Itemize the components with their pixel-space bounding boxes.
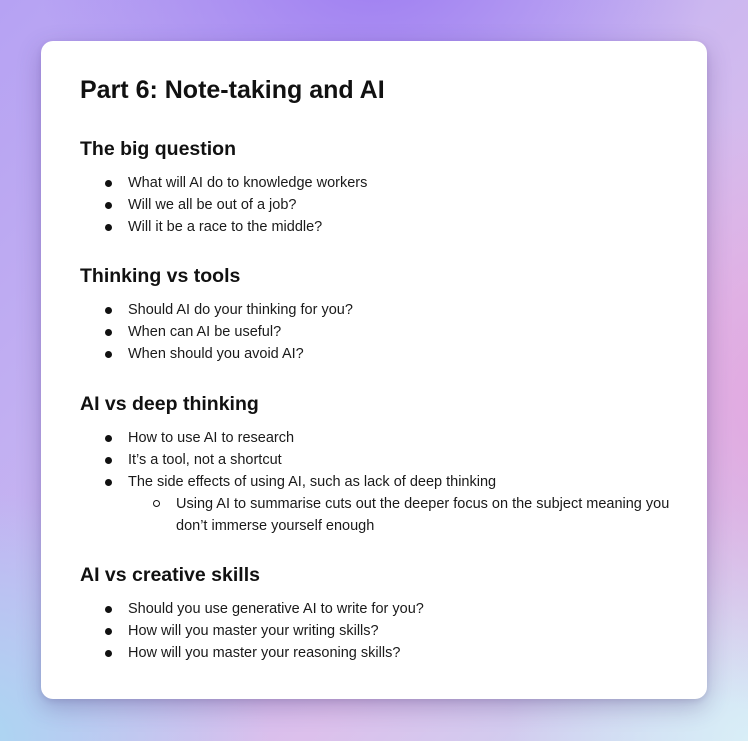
section-heading: AI vs deep thinking (80, 393, 259, 415)
list-item (80, 343, 680, 365)
bullet-icon (105, 457, 112, 464)
page-title: Part 6: Note-taking and AI (80, 76, 385, 104)
bullet-icon (105, 435, 112, 442)
section-heading: The big question (80, 138, 236, 160)
sub-list-item (128, 493, 696, 537)
list-item (80, 299, 680, 321)
list-item-text: What will AI do to knowledge workers (128, 175, 368, 191)
bullet-icon (105, 628, 112, 635)
section-heading: Thinking vs tools (80, 265, 241, 287)
section-heading: AI vs creative skills (80, 564, 260, 586)
list-item-text: How will you master your writing skills? (128, 623, 379, 639)
bullet-icon (105, 224, 112, 231)
bullet-icon (105, 202, 112, 209)
hollow-bullet-icon (153, 500, 160, 507)
sub-list-item-text: Using AI to summarise cuts out the deeper focus on the subject meaning you don’t immerse yourself enough (176, 496, 670, 534)
section-thinking-vs-tools (80, 263, 680, 365)
bullet-icon (105, 329, 112, 336)
list-item (80, 172, 680, 194)
list-item (80, 598, 680, 620)
bullet-icon (105, 479, 112, 486)
bullet-icon (105, 606, 112, 613)
bullet-icon (105, 650, 112, 657)
bullet-list (80, 299, 680, 365)
list-item (80, 427, 680, 449)
list-item-text: Should AI do your thinking for you? (128, 302, 353, 318)
section-big-question (80, 136, 680, 238)
list-item (80, 194, 680, 216)
list-item (80, 642, 680, 664)
list-item-text: How to use AI to research (128, 430, 295, 446)
list-item (80, 321, 680, 343)
list-item (80, 471, 680, 537)
sub-bullet-list (128, 493, 680, 537)
bullet-icon (105, 351, 112, 358)
list-item-text: It’s a tool, not a shortcut (128, 452, 282, 468)
list-item-text: When can AI be useful? (128, 324, 282, 340)
document-card (41, 41, 707, 699)
bullet-list (80, 598, 680, 664)
list-item (80, 449, 680, 471)
list-item-text: The side effects of using AI, such as lack of deep thinking (128, 474, 497, 490)
list-item-text: How will you master your reasoning skills? (128, 645, 401, 661)
list-item (80, 216, 680, 238)
list-item-text: Will we all be out of a job? (128, 197, 297, 213)
section-ai-vs-creative-skills (80, 562, 680, 664)
section-ai-vs-deep-thinking (80, 391, 680, 537)
bullet-icon (105, 307, 112, 314)
list-item-text: Will it be a race to the middle? (128, 219, 323, 235)
bullet-icon (105, 180, 112, 187)
list-item-text: Should you use generative AI to write for you? (128, 601, 424, 617)
bullet-list (80, 172, 680, 238)
list-item (80, 620, 680, 642)
bullet-list (80, 427, 680, 537)
list-item-text: When should you avoid AI? (128, 346, 304, 362)
